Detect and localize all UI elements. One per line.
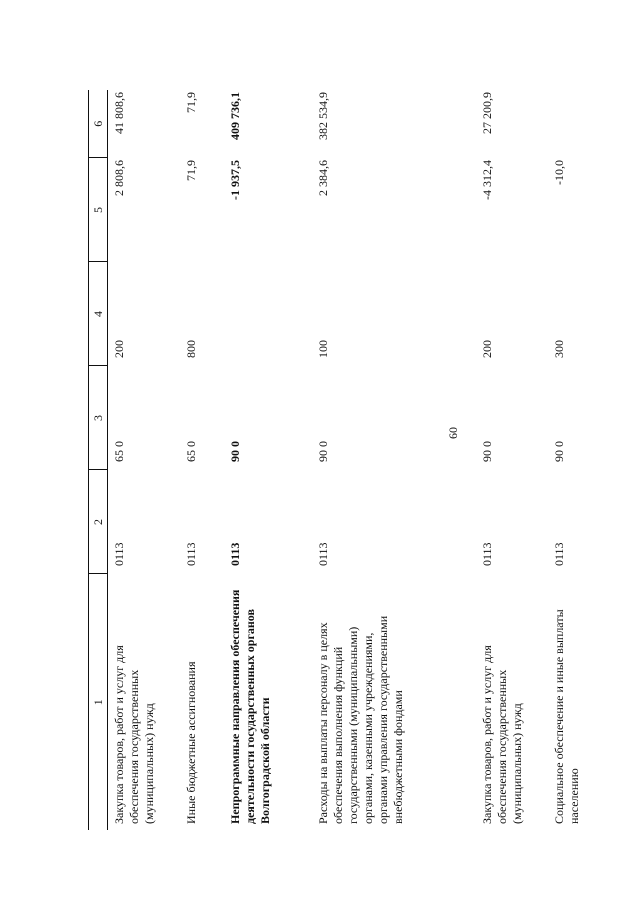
table-row <box>108 90 181 830</box>
row-name: Закупка товаров, работ и услуг для обеспечения государственных (муниципальных) нужд <box>480 645 524 824</box>
row-name: Иные бюджетные ассигнования <box>184 661 198 824</box>
change-amount: -1 937,5 <box>228 160 242 200</box>
expense-type-code <box>224 262 312 366</box>
row-name: Социальное обеспечение и иные выплаты населению <box>552 609 581 824</box>
expense-type-code: 300 <box>552 340 566 358</box>
section-code: 0113 <box>228 542 242 566</box>
row-name: Расходы на выплаты персоналу в целях обеспечения выполнения функций государственными (муниципальными) органами, казенными учреждениями, органами управления государственными внебюджетными фондами <box>316 615 405 824</box>
column-header: 1 <box>89 574 108 830</box>
total-amount: 71,9 <box>184 92 198 113</box>
change-amount: 71,9 <box>184 160 198 181</box>
section-code: 0113 <box>480 542 494 566</box>
budget-table-container <box>88 90 581 830</box>
expense-type-code: 200 <box>480 340 494 358</box>
table-row <box>548 90 602 830</box>
column-header: 2 <box>89 470 108 574</box>
section-code: 0113 <box>316 542 330 566</box>
change-amount: -4 312,4 <box>480 160 494 200</box>
change-amount: -10,0 <box>552 160 566 185</box>
row-name: Непрограммные направления обеспечения деятельности государственных органов Волгоградской области <box>228 589 272 824</box>
table-row <box>312 90 476 830</box>
header-row <box>89 90 108 830</box>
program-code: 90 0 <box>480 441 494 462</box>
table-row <box>476 90 548 830</box>
program-code: 65 0 <box>184 441 198 462</box>
program-code: 90 0 <box>552 441 566 462</box>
expense-type-code: 800 <box>184 340 198 358</box>
section-code: 0113 <box>184 542 198 566</box>
change-amount: 2 384,6 <box>316 160 330 196</box>
program-code: 90 0 <box>228 441 242 462</box>
total-amount <box>548 90 602 158</box>
page-number: 60 <box>446 427 460 439</box>
program-code: 90 0 <box>316 441 330 462</box>
table-row <box>180 90 224 830</box>
section-code: 0113 <box>552 542 566 566</box>
section-code: 0113 <box>112 542 126 566</box>
column-header: 4 <box>89 262 108 366</box>
total-amount: 27 200,9 <box>480 92 494 134</box>
column-header: 5 <box>89 158 108 262</box>
expense-type-code: 100 <box>316 340 330 358</box>
total-amount: 409 736,1 <box>228 92 242 140</box>
expense-type-code: 200 <box>112 340 126 358</box>
table-row <box>224 90 312 830</box>
program-code: 65 0 <box>112 441 126 462</box>
column-header: 3 <box>89 366 108 470</box>
total-amount: 41 808,6 <box>112 92 126 134</box>
total-amount: 382 534,9 <box>316 92 330 140</box>
change-amount: 2 808,6 <box>112 160 126 196</box>
row-name: Закупка товаров, работ и услуг для обеспечения государственных (муниципальных) нужд <box>112 645 156 824</box>
budget-table <box>88 90 602 830</box>
column-header: 6 <box>89 90 108 158</box>
